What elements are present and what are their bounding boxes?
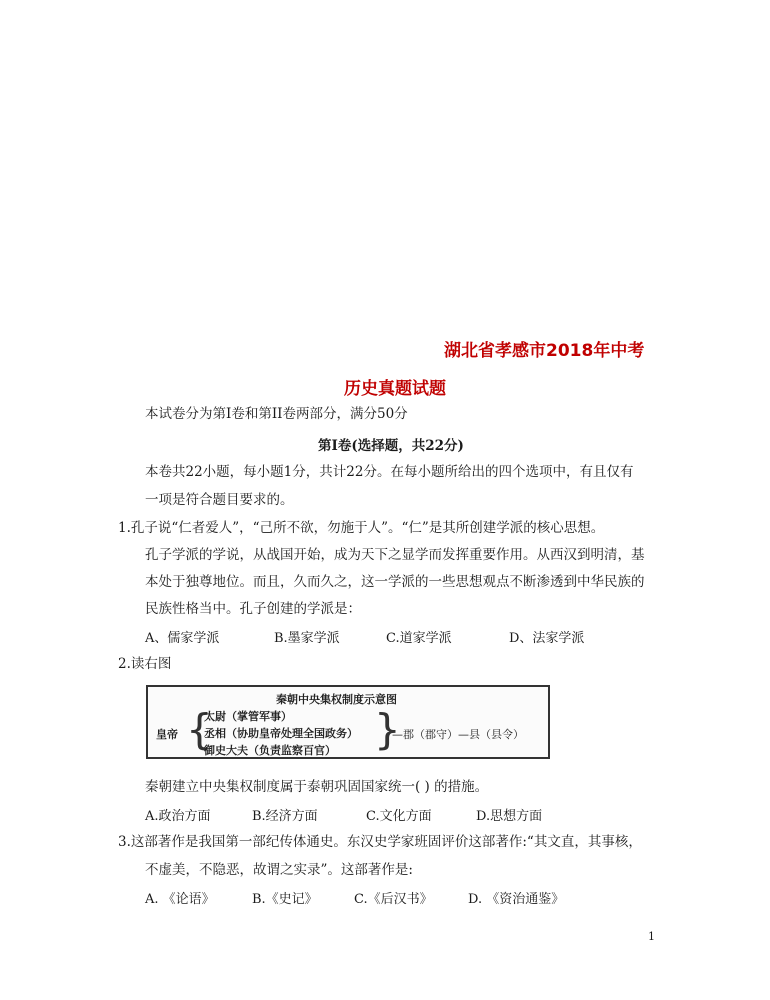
q3-option-a: A. 《论语》 <box>145 892 215 907</box>
q1-option-c: C.道家学派 <box>386 631 452 646</box>
diagram-official-1: 太尉（掌管军事） <box>204 710 292 723</box>
qin-centralization-diagram <box>146 685 550 759</box>
q3-option-c: C.《后汉书》 <box>354 892 433 907</box>
q2-option-c: C.文化方面 <box>366 809 432 824</box>
page-number: 1 <box>648 930 655 943</box>
q1-line-4: 民族性格当中。孔子创建的学派是： <box>145 601 361 617</box>
q1-line-2: 孔子学派的学说，从战国开始，成为天下之显学而发挥重要作用。从西汉到明清，基 <box>145 547 645 563</box>
diagram-local-admin: —郡（郡守）—县（县令） <box>392 728 524 741</box>
q1-option-a: A、儒家学派 <box>145 631 220 646</box>
q3-option-d: D. 《资治通鉴》 <box>468 892 565 907</box>
section-note-line-2: 一项是符合题目要求的。 <box>145 492 294 508</box>
q1-option-d: D、法家学派 <box>509 631 585 646</box>
q1-line-1: 1.孔子说“仁者爱人”，“己所不欲，勿施于人”。“仁”是其所创建学派的核心思想。 <box>118 520 605 536</box>
diagram-emperor: 皇帝 <box>156 728 178 741</box>
title-line-2: 历史真题试题 <box>344 379 446 399</box>
q2-option-d: D.思想方面 <box>476 809 543 824</box>
q2-line-2: 秦朝建立中央集权制度属于泰朝巩固国家统一( ) 的措施。 <box>145 779 489 795</box>
q1-option-b: B.墨家学派 <box>274 631 340 646</box>
q2-line-1: 2.读右图 <box>118 656 172 672</box>
q3-line-1: 3.这部著作是我国第一部纪传体通史。东汉史学家班固评价这部著作:“其文直，其事核， <box>118 834 642 850</box>
section-note-line-1: 本卷共22小题，每小题1分，共计22分。在每小题所给出的四个选项中，有且仅有 <box>145 464 634 480</box>
section-title: 第Ⅰ卷(选择题，共22分) <box>318 438 464 454</box>
q1-line-3: 本处于独尊地位。而且，久而久之，这一学派的一些思想观点不断渗透到中华民族的 <box>145 574 645 590</box>
q2-option-b: B.经济方面 <box>252 809 318 824</box>
right-brace-icon: } <box>374 705 401 754</box>
diagram-official-3: 御史大夫（负责监察百官） <box>204 744 336 757</box>
q3-line-2: 不虚美，不隐恶，故谓之实录”。这部著作是: <box>145 862 413 878</box>
intro-text: 本试卷分为第Ⅰ卷和第II卷两部分，满分50分 <box>145 406 408 422</box>
left-brace-icon: { <box>186 705 213 754</box>
diagram-title: 秦朝中央集权制度示意图 <box>276 693 397 706</box>
q2-option-a: A.政治方面 <box>145 809 211 824</box>
title-line-1: 湖北省孝感市2018年中考 <box>444 341 645 361</box>
q3-option-b: B.《史记》 <box>252 892 318 907</box>
diagram-official-2: 丞相（协助皇帝处理全国政务） <box>204 727 358 740</box>
